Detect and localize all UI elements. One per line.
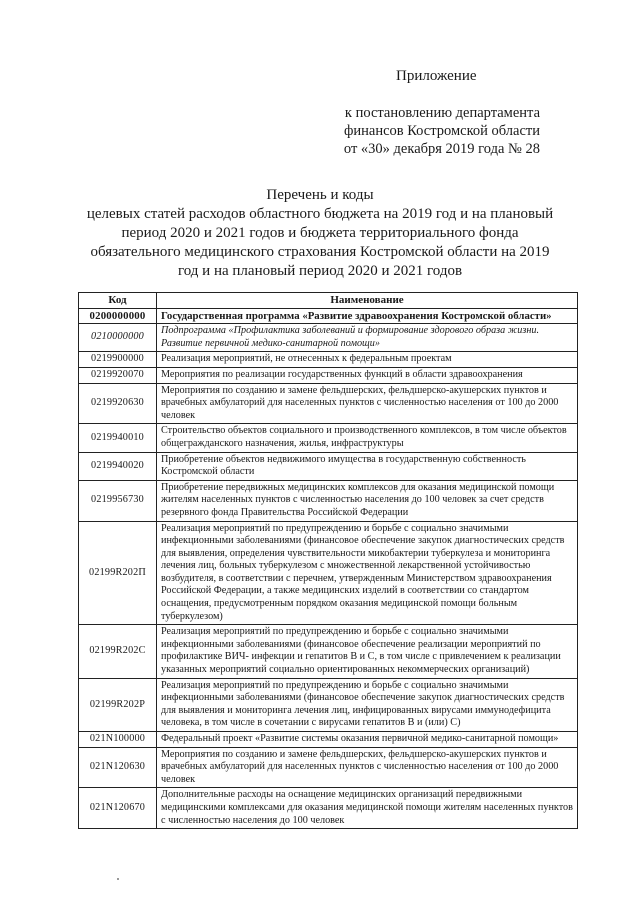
header-name: Наименование <box>157 293 578 309</box>
appendix-line-1: к постановлению департамента <box>344 105 540 121</box>
table-row <box>79 383 578 424</box>
row-name: Реализация мероприятий по предупреждению и борьбе с социально значимыми инфекционными заболеваниями (финансовое обеспечение закупок диагностических средств для выявления и мониторинга лечения лиц, инфицированных вирусами иммунодефицита человека, в том числе в сочетании с вирусами гепатитов В и (или) С) <box>157 678 578 731</box>
row-name: Реализация мероприятий, не отнесенных к федеральным проектам <box>157 352 578 368</box>
row-code: 02199R202C <box>79 625 157 678</box>
appendix-header <box>0 0 640 160</box>
scan-speck <box>117 878 119 880</box>
row-code: 02199R202П <box>79 521 157 625</box>
appendix-title: Приложение <box>396 68 477 84</box>
title-line: целевых статей расходов областного бюджета на 2019 год и на плановый <box>86 206 554 222</box>
table-row <box>79 324 578 352</box>
appendix-line-2: финансов Костромской области <box>343 123 540 139</box>
row-code: 0210000000 <box>79 324 157 352</box>
row-code: 0219920630 <box>79 383 157 424</box>
title-line: период 2020 и 2021 годов и бюджета территориального фонда <box>121 225 519 241</box>
row-name: Мероприятия по созданию и замене фельдшерских, фельдшерско-акушерских пунктов и врачебных амбулаторий для населенных пунктов с численностью населения от 100 до 2000 человек <box>157 383 578 424</box>
row-code: 0219900000 <box>79 352 157 368</box>
table-row <box>79 747 578 788</box>
row-name: Приобретение передвижных медицинских комплексов для оказания медицинской помощи жителям населенных пунктов с численностью населения до 100 человек за счет средств резервного фонда Правительства Российской Федерации <box>157 480 578 521</box>
row-code: 0200000000 <box>79 308 157 324</box>
table-row <box>79 452 578 480</box>
row-name: Приобретение объектов недвижимого имущества в государственную собственность Костромской области <box>157 452 578 480</box>
title-line: обязательного медицинского страхования Костромской области на 2019 <box>90 244 550 260</box>
table-row <box>79 678 578 731</box>
row-code: 02199R202P <box>79 678 157 731</box>
row-code: 021N100000 <box>79 732 157 748</box>
row-code: 0219940010 <box>79 424 157 452</box>
row-name: Государственная программа «Развитие здравоохранения Костромской области» <box>157 308 578 324</box>
header-code: Код <box>79 293 157 309</box>
table-row <box>79 732 578 748</box>
table-row <box>79 367 578 383</box>
row-name: Дополнительные расходы на оснащение медицинских организаций передвижными медицинскими комплексами для оказания медицинской помощи жителям населенных пунктов с численностью населения до 100 человек <box>157 788 578 829</box>
table-row <box>79 308 578 324</box>
row-name: Реализация мероприятий по предупреждению и борьбе с социально значимыми инфекционными заболеваниями (финансовое обеспечение закупок диагностических средств для выявления, определения чувствительности микобактерии туберкулеза и мониторинга лечения лиц, больных туберкулезом с множественной лекарственной устойчивостью возбудителя, в соответствии с перечнем, утвержденным Министерством здравоохранения Российской Федерации, а также медицинских изделий в соответствии со стандартом оснащения, предусмотренным порядком оказания медицинской помощи больным туберкулезом) <box>157 521 578 625</box>
table-row <box>79 521 578 625</box>
row-name: Федеральный проект «Развитие системы оказания первичной медико-санитарной помощи» <box>157 732 578 748</box>
row-code: 0219956730 <box>79 480 157 521</box>
table-row <box>79 788 578 829</box>
row-name: Мероприятия по реализации государственных функций в области здравоохранения <box>157 367 578 383</box>
row-name: Подпрограмма «Профилактика заболеваний и формирование здорового образа жизни. Развитие первичной медико-санитарной помощи» <box>157 324 578 352</box>
row-code: 0219920070 <box>79 367 157 383</box>
title-line: год и на плановый период 2020 и 2021 годов <box>177 263 463 279</box>
table-row <box>79 352 578 368</box>
row-code: 021N120670 <box>79 788 157 829</box>
row-name: Мероприятия по созданию и замене фельдшерских, фельдшерско-акушерских пунктов и врачебных амбулаторий для населенных пунктов с численностью населения от 100 до 2000 человек <box>157 747 578 788</box>
title-line: Перечень и коды <box>266 187 374 203</box>
table-header-row <box>79 293 578 309</box>
row-name: Строительство объектов социального и производственного комплексов, в том числе объектов общегражданского назначения, жилья, инфраструктуры <box>157 424 578 452</box>
table-row <box>79 424 578 452</box>
table-row <box>79 480 578 521</box>
appendix-line-3: от «30» декабря 2019 года № 28 <box>343 141 540 157</box>
row-code: 021N120630 <box>79 747 157 788</box>
row-name: Реализация мероприятий по предупреждению и борьбе с социально значимыми инфекционными заболеваниями (финансовое обеспечение реализации мероприятий по профилактике ВИЧ- инфекции и гепатитов В и С, в том числе с привлечением к реализации указанных мероприятий социально ориентированных некоммерческих организаций) <box>157 625 578 678</box>
table-row <box>79 625 578 678</box>
codes-table <box>78 292 578 829</box>
document-title <box>60 186 580 281</box>
row-code: 0219940020 <box>79 452 157 480</box>
